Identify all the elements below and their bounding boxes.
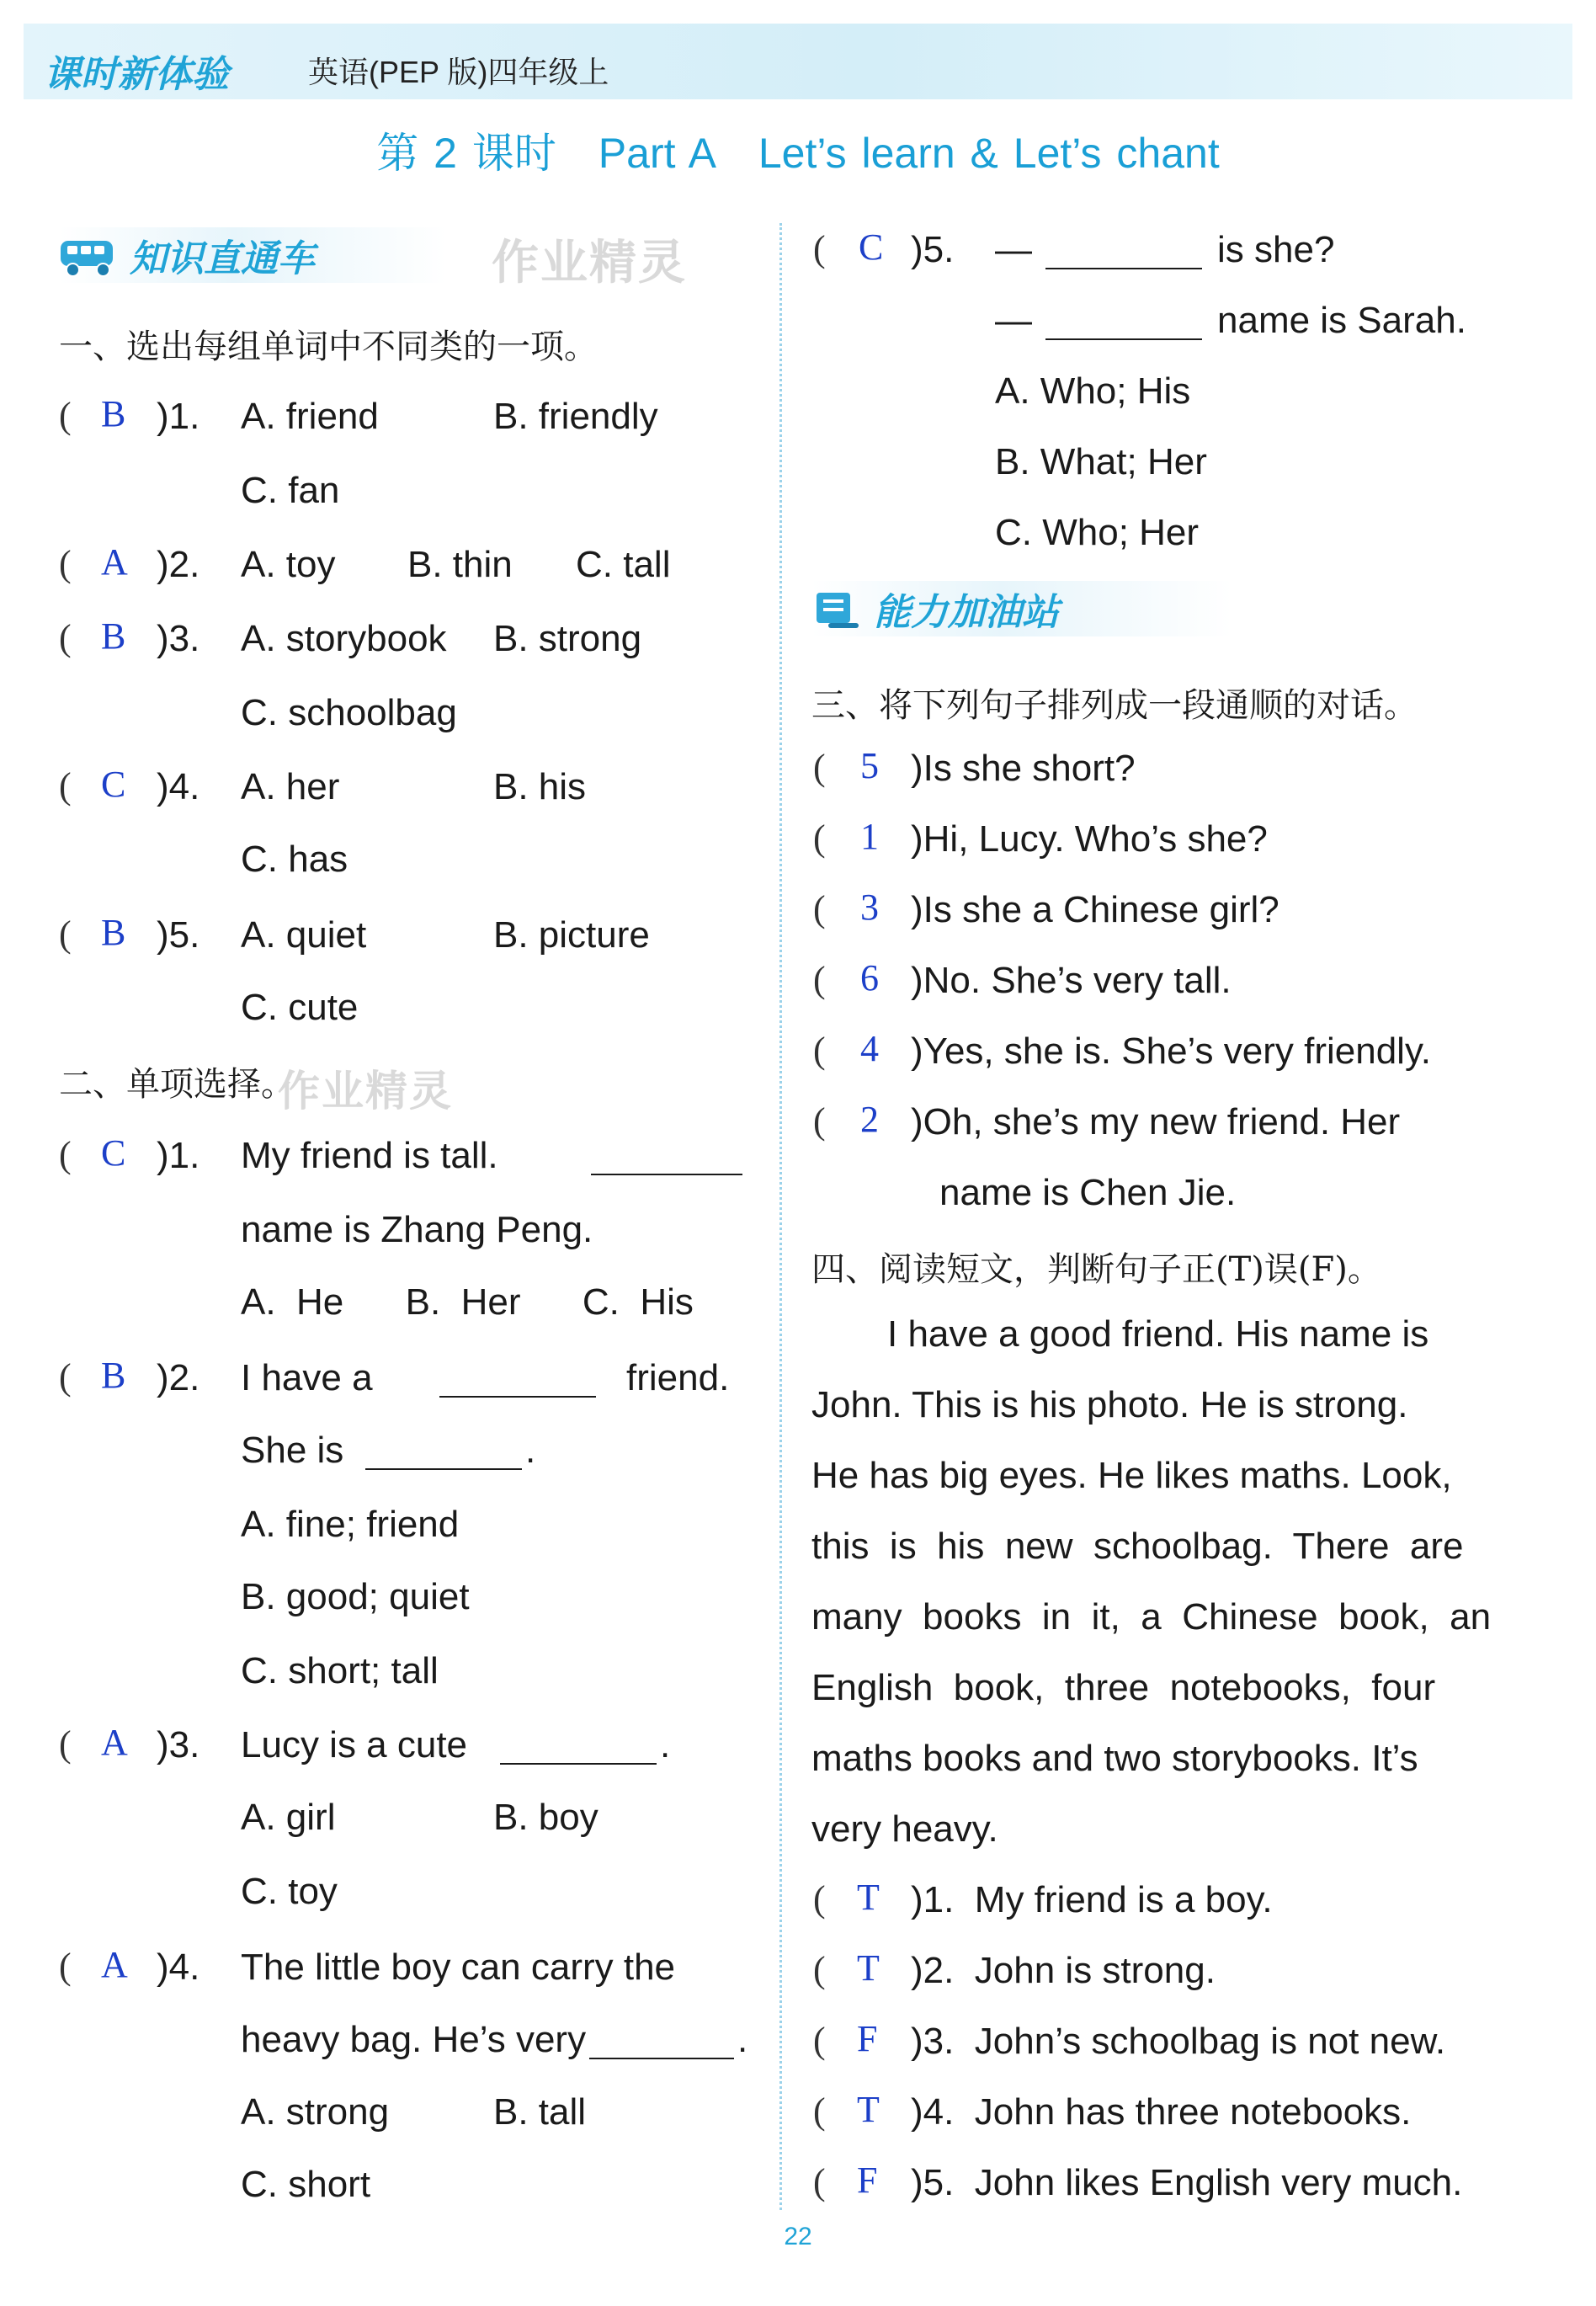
watermark: 作业精灵 [492, 236, 687, 289]
answer-blank [439, 1362, 596, 1398]
answer-blank [1045, 234, 1202, 269]
answer-1-5: B [101, 912, 126, 953]
passage-line: John. This is his photo. He is strong. [811, 1384, 1408, 1425]
answer-blank [365, 1435, 522, 1470]
passage-line: very heavy. [811, 1808, 998, 1850]
tf-answer: T [857, 2089, 880, 2130]
item-number: )3. [157, 1724, 200, 1765]
tf-statement: )3. John’s schoolbag is not new. [911, 2021, 1446, 2062]
question-text: She is [241, 1430, 344, 1471]
tf-answer: T [857, 1877, 880, 1918]
passage-line: this is his new schoolbag. There are [811, 1526, 1464, 1567]
answer-blank [591, 1140, 742, 1175]
option-a: A. strong [241, 2091, 390, 2133]
option-b: B. boy [493, 1797, 598, 1838]
question-text: Lucy is a cute [241, 1724, 468, 1765]
option-a: A. toy [241, 544, 336, 585]
option-c: C. schoolbag [241, 692, 457, 733]
question-text: name is Zhang Peng. [241, 1209, 593, 1250]
option-b: B. his [493, 766, 587, 807]
dialog-sentence-cont: name is Chen Jie. [939, 1172, 1237, 1213]
part3-heading: 三、将下列句子排列成一段通顺的对话。 [811, 686, 1418, 725]
option-a: A. storybook [241, 618, 447, 659]
item-number: )5. [157, 914, 200, 956]
dialog-sentence: )No. She’s very tall. [911, 960, 1232, 1001]
item-number: )2. [157, 544, 200, 585]
option-a: A. her [241, 766, 340, 807]
passage-line: I have a good friend. His name is [887, 1313, 1429, 1355]
lesson-title [0, 120, 1596, 180]
option-a: A. fine; friend [241, 1504, 460, 1545]
answer-blank [1045, 305, 1202, 340]
option-b: B. strong [493, 618, 642, 659]
question-text: I have a [241, 1357, 373, 1398]
passage-line: He has big eyes. He likes maths. Look, [811, 1455, 1452, 1496]
tf-statement: )1. My friend is a boy. [911, 1879, 1273, 1920]
question-text: The little boy can carry the [241, 1947, 676, 1988]
option-c: C. Who; Her [995, 512, 1200, 553]
answer-1-4: C [101, 764, 126, 805]
tf-answer: F [857, 2160, 878, 2201]
order-answer: 1 [860, 816, 879, 857]
dialog-sentence: )Is she short? [911, 748, 1136, 789]
subject-label: 英语(PEP 版)四年级上 [308, 55, 609, 89]
answer-blank [500, 1729, 657, 1765]
order-answer: 4 [860, 1028, 879, 1069]
item-number: )3. [157, 618, 200, 659]
tf-answer: T [857, 1947, 880, 1989]
option-c: C. short [241, 2164, 371, 2205]
answer-1-2: A [101, 541, 128, 583]
passage-line: many books in it, a Chinese book, an [811, 1596, 1492, 1638]
dialog-sentence: )Is she a Chinese girl? [911, 889, 1279, 930]
lesson-number: 第 2 课时 [376, 130, 556, 177]
section-title-knowledge: 知识直通车 [130, 238, 315, 280]
item-number: )1. [157, 396, 200, 437]
lesson-part: Part A [598, 130, 716, 177]
passage-line: English book, three notebooks, four [811, 1667, 1436, 1708]
options-line: A. He B. Her C. His [241, 1281, 694, 1323]
answer-1-3: B [101, 615, 126, 657]
answer-2-3: A [101, 1722, 128, 1763]
option-c: C. has [241, 839, 348, 880]
order-answer: 2 [860, 1099, 879, 1140]
page-header-band [24, 24, 1572, 99]
dialog-sentence: )Yes, she is. She’s very friendly. [911, 1031, 1431, 1072]
passage-line: maths books and two storybooks. It’s [811, 1738, 1418, 1779]
section-banner-knowledge [59, 227, 446, 283]
option-c: C. toy [241, 1871, 338, 1912]
section-banner-ability [811, 581, 1232, 636]
item-number: )1. [157, 1135, 200, 1176]
option-b: B. good; quiet [241, 1576, 470, 1617]
option-b: B. thin [407, 544, 513, 585]
part2-heading: 二、单项选择。 [59, 1065, 295, 1104]
bus-icon [59, 236, 118, 274]
answer-1-1: B [101, 393, 126, 434]
option-c: C. cute [241, 987, 359, 1028]
answer-2-4: A [101, 1944, 128, 1985]
item-number: )4. [157, 1947, 200, 1988]
option-b: B. What; Her [995, 441, 1207, 482]
tf-statement: )2. John is strong. [911, 1950, 1216, 1991]
question-text: friend. [626, 1357, 730, 1398]
option-c: C. tall [576, 544, 671, 585]
dialog-sentence: )Hi, Lucy. Who’s she? [911, 818, 1268, 860]
answer-2-1: C [101, 1132, 126, 1174]
item-number: )5. [911, 229, 955, 270]
answer-blank [589, 2024, 734, 2059]
option-a: A. girl [241, 1797, 336, 1838]
tf-statement: )5. John likes English very much. [911, 2162, 1463, 2203]
dialog-sentence: )Oh, she’s my new friend. Her [911, 1101, 1401, 1142]
option-b: B. friendly [493, 396, 658, 437]
option-b: B. tall [493, 2091, 587, 2133]
option-c: C. fan [241, 470, 340, 511]
part1-heading: 一、选出每组单词中不同类的一项。 [59, 328, 598, 366]
order-answer: 5 [860, 745, 879, 786]
study-icon [811, 589, 862, 628]
option-c: C. short; tall [241, 1650, 439, 1691]
option-a: A. friend [241, 396, 379, 437]
order-answer: 3 [860, 887, 879, 928]
lesson-topic: Let’s learn & Let’s chant [758, 130, 1220, 177]
answer-2-5: C [859, 226, 884, 268]
question-text: name is Sarah. [1217, 300, 1466, 341]
question-text: heavy bag. He’s very [241, 2019, 587, 2060]
tf-statement: )4. John has three notebooks. [911, 2091, 1412, 2133]
part4-heading: 四、阅读短文，判断句子正(T)误(F)。 [811, 1250, 1381, 1289]
order-answer: 6 [860, 957, 879, 999]
watermark: 作业精灵 [278, 1068, 453, 1115]
question-text: My friend is tall. [241, 1135, 498, 1176]
tf-answer: F [857, 2018, 878, 2059]
option-a: A. quiet [241, 914, 367, 956]
answer-2-2: B [101, 1355, 126, 1396]
option-a: A. Who; His [995, 370, 1191, 412]
item-number: )2. [157, 1357, 200, 1398]
column-divider [779, 223, 782, 2210]
page-number: 22 [784, 2223, 812, 2250]
option-b: B. picture [493, 914, 650, 956]
section-title-ability: 能力加油站 [874, 592, 1059, 633]
brand-logo: 课时新体验 [44, 54, 229, 95]
question-text: is she? [1217, 229, 1335, 270]
item-number: )4. [157, 766, 200, 807]
